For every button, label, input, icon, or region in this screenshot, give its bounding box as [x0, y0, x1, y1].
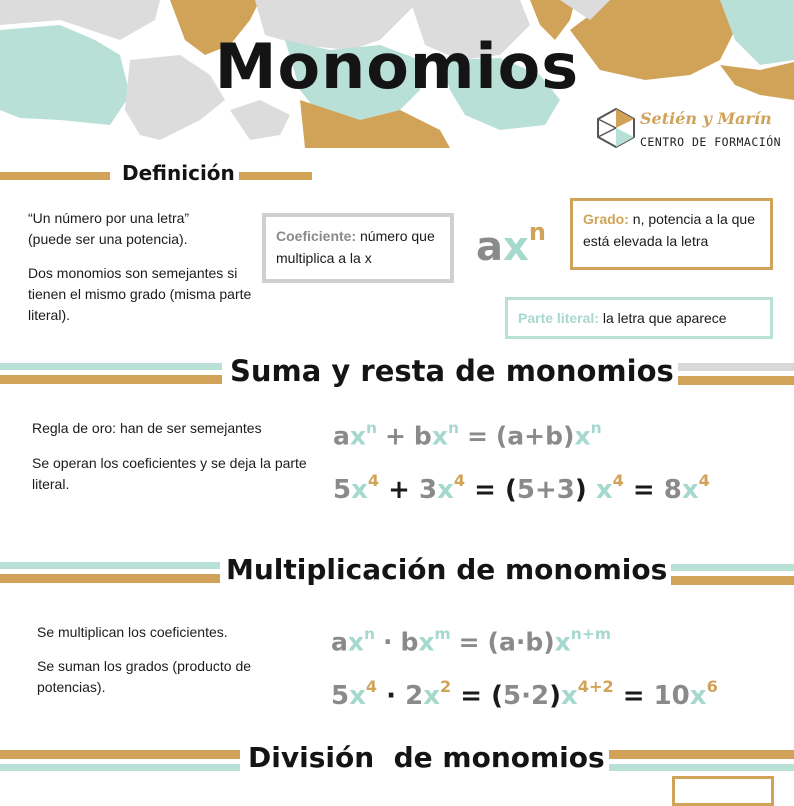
formula-exp: n	[528, 218, 546, 246]
definicion-text-2: Dos monomios son semejantes si tienen el mismo grado (misma parte literal).	[28, 265, 252, 323]
grado-box	[570, 198, 773, 270]
mult-formula-example: $5x^4 \cdot 2x^2 = (5\cdot 2)x^{4+2} = 10x^6$	[331, 677, 718, 712]
logo-subtitle: CENTRO DE FORMACIÓN	[640, 135, 782, 149]
parte-literal-box	[505, 297, 773, 339]
division-box-partial	[672, 776, 774, 806]
parte-literal-label: Parte literal:	[518, 310, 599, 326]
coeficiente-box	[262, 213, 454, 283]
mult-formula-general: $ax^n \cdot bx^m = (a\cdot b)x^{n+m}$	[331, 625, 611, 657]
formula-var: x	[503, 224, 529, 270]
definicion-text-1: “Un número por una letra” (puede ser una potencia).	[28, 210, 190, 247]
div-rule-mint-left	[0, 764, 240, 771]
coeficiente-text: número que multiplica a la x	[276, 228, 435, 266]
mult-text-1: Se multiplican los coeficientes.	[37, 624, 228, 640]
suma-rule-gold-left	[0, 375, 222, 384]
suma-rule-mint-left	[0, 363, 222, 370]
suma-formula-general: $ax^n + bx^n = (a+b)x^n$	[333, 419, 602, 451]
grado-text: n, potencia a la que está elevada la letra	[583, 211, 755, 249]
suma-formula-example: $5x^4 + 3x^4 = (5+3) x^4 = 8x^4$	[333, 471, 710, 506]
parte-literal-text: la letra que aparece	[598, 310, 727, 326]
mult-heading: Multiplicación de monomios	[222, 553, 671, 586]
definicion-rule-left	[0, 172, 110, 180]
logo	[592, 101, 784, 155]
mult-text-2: Se suman los grados (producto de potencias).	[37, 658, 252, 695]
suma-text-1: Regla de oro: han de ser semejantes	[32, 420, 262, 436]
logo-brand: Setién y Marín	[640, 109, 772, 128]
definicion-heading: Definición	[118, 161, 239, 185]
div-rule-gold-left	[0, 750, 240, 759]
page-title: Monomios	[214, 30, 580, 103]
grado-label: Grado:	[583, 211, 629, 227]
coeficiente-label: Coeficiente:	[276, 228, 357, 244]
suma-text-2: Se operan los coeficientes y se deja la parte literal.	[32, 455, 307, 492]
definicion-formula	[476, 218, 546, 270]
mult-rule-gold-left	[0, 574, 220, 583]
suma-heading: Suma y resta de monomios	[226, 354, 678, 388]
logo-icon	[596, 107, 636, 149]
formula-coef: a	[476, 224, 503, 270]
mult-rule-mint-left	[0, 562, 220, 569]
div-heading: División de monomios	[244, 741, 609, 774]
